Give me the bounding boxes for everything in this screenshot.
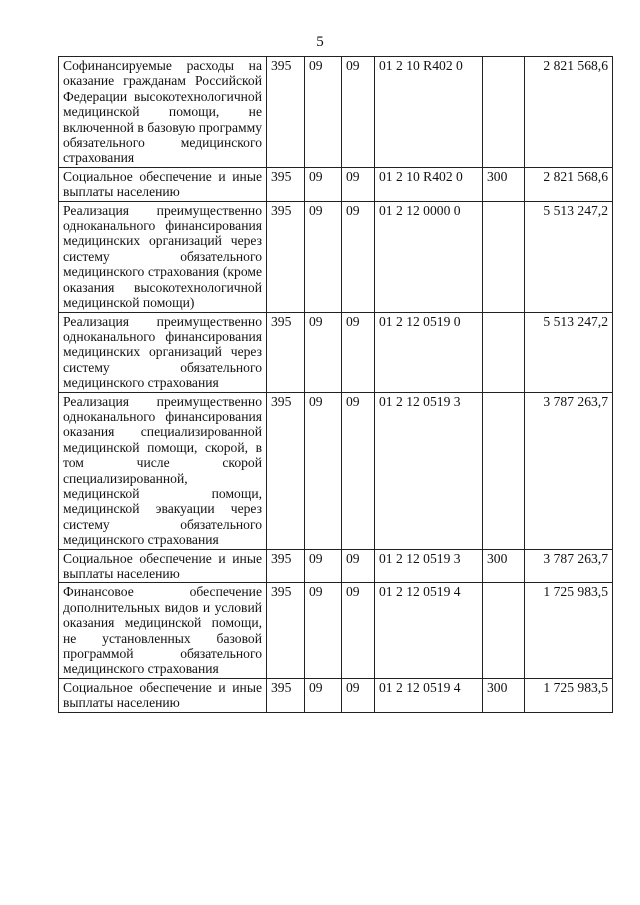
ministry-code-cell: 395 (267, 678, 305, 712)
table-row (59, 57, 613, 168)
amount-cell: 1 725 983,5 (525, 678, 613, 712)
expense-type-cell (483, 312, 525, 392)
section-code-cell: 09 (305, 583, 342, 678)
ministry-code-cell: 395 (267, 201, 305, 312)
section-code-cell: 09 (305, 167, 342, 201)
amount-cell: 1 725 983,5 (525, 583, 613, 678)
amount-cell: 2 821 568,6 (525, 167, 613, 201)
target-article-cell: 01 2 12 0519 4 (375, 678, 483, 712)
table-row (59, 583, 613, 678)
target-article-cell: 01 2 12 0000 0 (375, 201, 483, 312)
ministry-code-cell: 395 (267, 392, 305, 549)
section-code-cell: 09 (305, 678, 342, 712)
budget-table (58, 56, 613, 713)
section-code-cell: 09 (305, 57, 342, 168)
ministry-code-cell: 395 (267, 57, 305, 168)
expense-type-cell: 300 (483, 167, 525, 201)
amount-cell: 5 513 247,2 (525, 201, 613, 312)
row-name-cell: Финансовое обеспечение дополнительных видов и условий оказания медицинской помощи, не установленных базовой программой обязательного медицинского страхования (59, 583, 267, 678)
subsection-code-cell: 09 (342, 201, 375, 312)
target-article-cell: 01 2 12 0519 3 (375, 549, 483, 583)
table-row (59, 201, 613, 312)
row-name-cell: Реализация преимущественно одноканального финансирования медицинских организаций через систему обязательного медицинского страхования (кроме оказания высокотехнологичной медицинской помощи) (59, 201, 267, 312)
row-name-cell: Реализация преимущественно одноканального финансирования оказания специализированной медицинской помощи, скорой, в том числе скорой специализированной, медицинской помощи, медицинской эвакуации через систему обязательного медицинского страхования (59, 392, 267, 549)
table-row (59, 392, 613, 549)
subsection-code-cell: 09 (342, 583, 375, 678)
expense-type-cell (483, 201, 525, 312)
amount-cell: 2 821 568,6 (525, 57, 613, 168)
section-code-cell: 09 (305, 549, 342, 583)
subsection-code-cell: 09 (342, 167, 375, 201)
target-article-cell: 01 2 10 R402 0 (375, 167, 483, 201)
ministry-code-cell: 395 (267, 583, 305, 678)
section-code-cell: 09 (305, 312, 342, 392)
table-row (59, 312, 613, 392)
target-article-cell: 01 2 12 0519 4 (375, 583, 483, 678)
target-article-cell: 01 2 10 R402 0 (375, 57, 483, 168)
amount-cell: 3 787 263,7 (525, 392, 613, 549)
table-row (59, 167, 613, 201)
subsection-code-cell: 09 (342, 312, 375, 392)
table-row (59, 678, 613, 712)
subsection-code-cell: 09 (342, 678, 375, 712)
ministry-code-cell: 395 (267, 312, 305, 392)
page-number: 5 (316, 34, 324, 50)
row-name-cell: Реализация преимущественно одноканального финансирования медицинских организаций через систему обязательного медицинского страхования (59, 312, 267, 392)
expense-type-cell (483, 57, 525, 168)
row-name-cell: Социальное обеспечение и иные выплаты населению (59, 678, 267, 712)
expense-type-cell (483, 392, 525, 549)
section-code-cell: 09 (305, 392, 342, 549)
target-article-cell: 01 2 12 0519 0 (375, 312, 483, 392)
subsection-code-cell: 09 (342, 57, 375, 168)
amount-cell: 5 513 247,2 (525, 312, 613, 392)
row-name-cell: Социальное обеспечение и иные выплаты населению (59, 549, 267, 583)
row-name-cell: Социальное обеспечение и иные выплаты населению (59, 167, 267, 201)
row-name-cell: Софинансируемые расходы на оказание гражданам Российской Федерации высокотехнологичной медицинской помощи, не включенной в базовую программу обязательного медицинского страхования (59, 57, 267, 168)
ministry-code-cell: 395 (267, 549, 305, 583)
ministry-code-cell: 395 (267, 167, 305, 201)
subsection-code-cell: 09 (342, 392, 375, 549)
target-article-cell: 01 2 12 0519 3 (375, 392, 483, 549)
expense-type-cell: 300 (483, 678, 525, 712)
section-code-cell: 09 (305, 201, 342, 312)
expense-type-cell (483, 583, 525, 678)
amount-cell: 3 787 263,7 (525, 549, 613, 583)
expense-type-cell: 300 (483, 549, 525, 583)
table-row (59, 549, 613, 583)
subsection-code-cell: 09 (342, 549, 375, 583)
